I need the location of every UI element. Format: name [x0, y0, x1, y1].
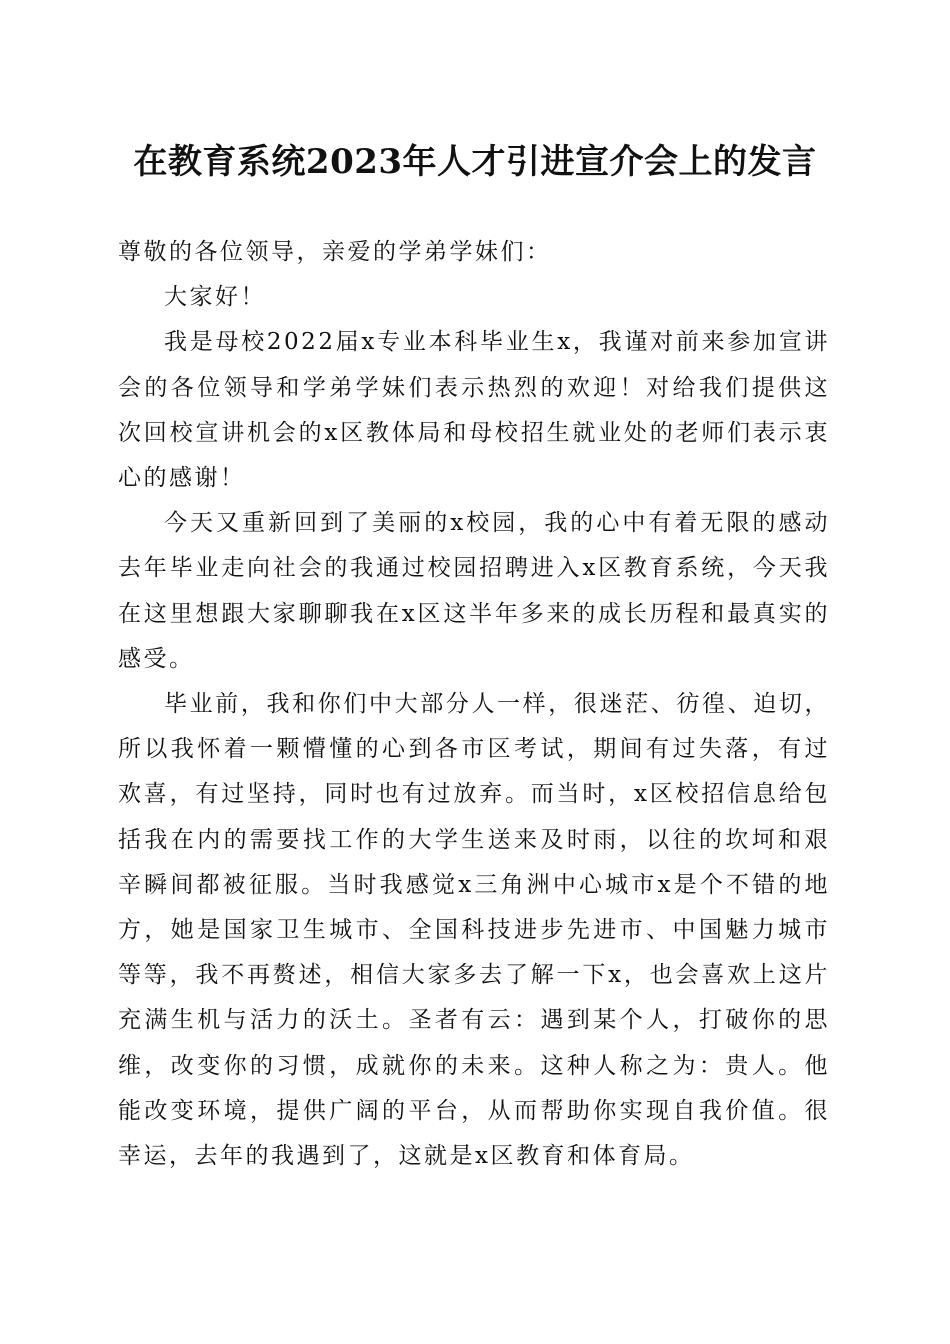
document-title: 在教育系统2023年人才引进宣介会上的发言 [133, 142, 817, 182]
body-paragraph-3: 毕业前，我和你们中大部分人一样，很迷茫、彷徨、迫切，所以我怀着一颗懵懂的心到各市区考试，期间有过失落，有过欢喜，有过坚持，同时也有过放弃。而当时，x区校招信息给包括我在内的需要找工作的大学生送来及时雨，以往的坎坷和艰辛瞬间都被征服。当时我感觉x三角洲中心城市x是个不错的地方，她是国家卫生城市、全国科技进步先进市、中国魅力城市等等，我不再赘述，相信大家多去了解一下x，也会喜欢上这片充满生机与活力的沃土。圣者有云：遇到某个人，打破你的思维，改变你的习惯，成就你的未来。这种人称之为：贵人。他能改变环境，提供广阔的平台，从而帮助你实现自我价值。很幸运，去年的我遇到了，这就是x区教育和体育局。 [118, 691, 830, 1170]
body-paragraph-1: 我是母校2022届x专业本科毕业生x，我谨对前来参加宣讲会的各位领导和学弟学妹们表示热烈的欢迎！对给我们提供这次回校宣讲机会的x区教体局和母校招生就业处的老师们表示衷心的感谢！ [118, 329, 830, 492]
body-paragraph-2: 今天又重新回到了美丽的x校园，我的心中有着无限的感动去年毕业走向社会的我通过校园招聘进入x区教育系统，今天我在这里想跟大家聊聊我在x区这半年多来的成长历程和最真实的感受。 [118, 510, 830, 672]
document-body [118, 230, 830, 1179]
greeting: 大家好！ [164, 284, 266, 311]
salutation: 尊敬的各位领导，亲爱的学弟学妹们： [118, 239, 552, 265]
